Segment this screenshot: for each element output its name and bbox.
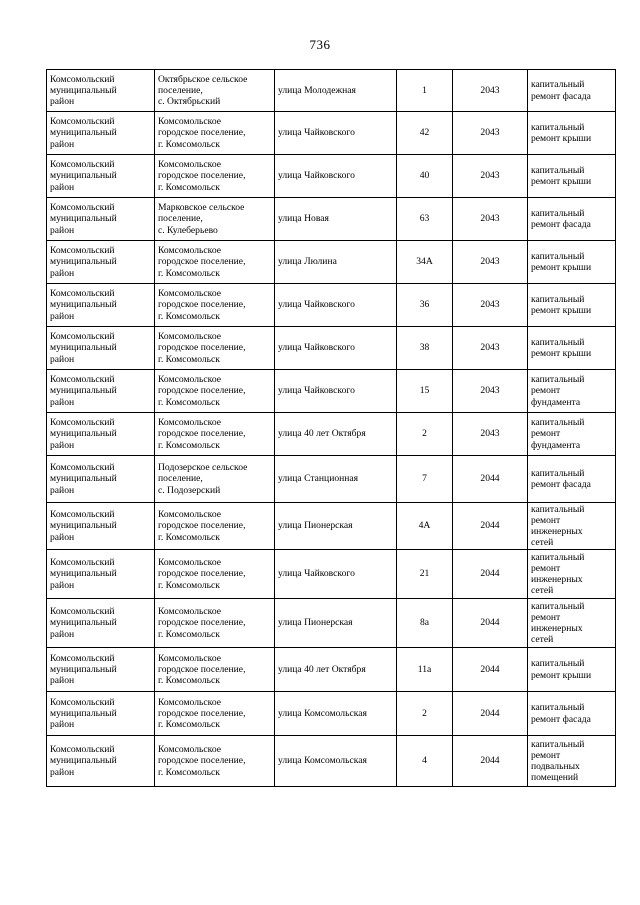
district-cell <box>47 198 155 241</box>
settlement-cell <box>155 241 275 284</box>
settlement-cell-text: Комсомольское городское поселение, г. Комсомольск <box>158 606 246 640</box>
year-cell-text: 2043 <box>480 213 500 225</box>
street-cell <box>275 599 397 648</box>
district-cell <box>47 70 155 112</box>
settlement-cell-text: Комсомольское городское поселение, г. Комсомольск <box>158 245 246 279</box>
settlement-cell <box>155 550 275 599</box>
work-type-cell <box>528 241 616 284</box>
house-number-cell-text: 40 <box>419 170 430 182</box>
work-type-cell <box>528 413 616 456</box>
settlement-cell <box>155 370 275 413</box>
district-cell <box>47 550 155 599</box>
work-type-cell-text: капитальный ремонт крыши <box>531 658 592 681</box>
settlement-cell <box>155 284 275 327</box>
house-number-cell <box>397 70 453 112</box>
street-cell-text: улица Чайковского <box>278 385 355 397</box>
district-cell-text: Комсомольский муниципальный район <box>50 606 117 640</box>
house-number-cell <box>397 599 453 648</box>
table-row <box>47 413 616 456</box>
table-row <box>47 327 616 370</box>
year-cell-text: 2044 <box>480 663 500 675</box>
settlement-cell <box>155 648 275 692</box>
street-cell-text: улица Чайковского <box>278 568 355 580</box>
work-type-cell <box>528 70 616 112</box>
house-number-cell <box>397 736 453 787</box>
street-cell <box>275 70 397 112</box>
settlement-cell-text: Комсомольское городское поселение, г. Комсомольск <box>158 374 246 408</box>
year-cell-text: 2044 <box>480 568 500 580</box>
work-type-cell <box>528 198 616 241</box>
district-cell-text: Комсомольский муниципальный район <box>50 557 117 591</box>
table-row <box>47 112 616 155</box>
year-cell-text: 2043 <box>480 84 500 96</box>
street-cell <box>275 503 397 550</box>
year-cell <box>453 284 528 327</box>
district-cell <box>47 736 155 787</box>
house-number-cell <box>397 241 453 284</box>
street-cell-text: улица Чайковского <box>278 127 355 139</box>
year-cell <box>453 503 528 550</box>
street-cell <box>275 736 397 787</box>
street-cell <box>275 550 397 599</box>
house-number-cell-text: 4 <box>422 755 427 767</box>
house-number-cell <box>397 327 453 370</box>
house-number-cell <box>397 155 453 198</box>
street-cell <box>275 413 397 456</box>
table-row <box>47 692 616 736</box>
district-cell-text: Комсомольский муниципальный район <box>50 202 117 236</box>
table-row <box>47 198 616 241</box>
year-cell <box>453 241 528 284</box>
work-type-cell <box>528 284 616 327</box>
page-number: 736 <box>309 37 331 52</box>
district-cell <box>47 155 155 198</box>
district-cell-text: Комсомольский муниципальный район <box>50 374 117 408</box>
work-type-cell-text: капитальный ремонт фасада <box>531 467 591 490</box>
house-number-cell-text: 4А <box>418 520 431 532</box>
table-row <box>47 456 616 503</box>
settlement-cell-text: Комсомольское городское поселение, г. Комсомольск <box>158 744 246 778</box>
work-type-cell <box>528 736 616 787</box>
street-cell-text: улица 40 лет Октября <box>278 428 366 440</box>
year-cell <box>453 736 528 787</box>
year-cell-text: 2044 <box>480 707 500 719</box>
settlement-cell-text: Подозерское сельское поселение, с. Подозерский <box>158 462 248 496</box>
work-type-cell <box>528 599 616 648</box>
street-cell-text: улица Станционная <box>278 473 359 485</box>
work-type-cell <box>528 155 616 198</box>
work-type-cell-text: капитальный ремонт крыши <box>531 164 592 187</box>
house-number-cell-text: 2 <box>422 707 427 719</box>
house-number-cell <box>397 198 453 241</box>
street-cell <box>275 692 397 736</box>
street-cell <box>275 112 397 155</box>
street-cell <box>275 648 397 692</box>
work-type-cell-text: капитальный ремонт фундамента <box>531 374 585 408</box>
street-cell-text: улица Пионерская <box>278 617 353 629</box>
year-cell-text: 2043 <box>480 127 500 139</box>
district-cell-text: Комсомольский муниципальный район <box>50 462 117 496</box>
year-cell-text: 2044 <box>480 473 500 485</box>
work-type-cell <box>528 327 616 370</box>
street-cell-text: улица Пионерская <box>278 520 353 532</box>
settlement-cell-text: Комсомольское городское поселение, г. Комсомольск <box>158 417 246 451</box>
table-row <box>47 284 616 327</box>
house-number-cell-text: 36 <box>419 299 430 311</box>
street-cell-text: улица Молодежная <box>278 84 356 96</box>
district-cell-text: Комсомольский муниципальный район <box>50 245 117 279</box>
district-cell <box>47 327 155 370</box>
year-cell <box>453 370 528 413</box>
year-cell-text: 2044 <box>480 755 500 767</box>
house-number-cell <box>397 503 453 550</box>
street-cell-text: улица Чайковского <box>278 170 355 182</box>
work-type-cell-text: капитальный ремонт подвальных помещений <box>531 738 585 784</box>
district-cell <box>47 370 155 413</box>
table-row <box>47 599 616 648</box>
settlement-cell-text: Комсомольское городское поселение, г. Комсомольск <box>158 509 246 543</box>
district-cell <box>47 648 155 692</box>
house-number-cell <box>397 284 453 327</box>
house-number-cell <box>397 456 453 503</box>
street-cell <box>275 456 397 503</box>
settlement-cell-text: Комсомольское городское поселение, г. Комсомольск <box>158 116 246 150</box>
house-number-cell-text: 34А <box>416 256 433 268</box>
district-cell-text: Комсомольский муниципальный район <box>50 159 117 193</box>
settlement-cell <box>155 599 275 648</box>
year-cell <box>453 599 528 648</box>
repair-schedule-table <box>46 69 616 787</box>
district-cell <box>47 456 155 503</box>
year-cell-text: 2043 <box>480 385 500 397</box>
work-type-cell-text: капитальный ремонт крыши <box>531 121 592 144</box>
house-number-cell-text: 11а <box>417 663 432 675</box>
district-cell <box>47 503 155 550</box>
table-row <box>47 736 616 787</box>
settlement-cell-text: Комсомольское городское поселение, г. Комсомольск <box>158 159 246 193</box>
house-number-cell <box>397 413 453 456</box>
work-type-cell-text: капитальный ремонт инженерных сетей <box>531 503 585 549</box>
settlement-cell <box>155 413 275 456</box>
table-row <box>47 550 616 599</box>
year-cell <box>453 648 528 692</box>
settlement-cell-text: Марковское сельское поселение, с. Кулеберьево <box>158 202 245 236</box>
work-type-cell <box>528 692 616 736</box>
settlement-cell <box>155 736 275 787</box>
district-cell <box>47 112 155 155</box>
street-cell-text: улица Чайковского <box>278 299 355 311</box>
settlement-cell-text: Комсомольское городское поселение, г. Комсомольск <box>158 652 246 687</box>
work-type-cell-text: капитальный ремонт крыши <box>531 293 592 316</box>
work-type-cell-text: капитальный ремонт крыши <box>531 336 592 359</box>
year-cell-text: 2043 <box>480 299 500 311</box>
house-number-cell-text: 38 <box>419 342 430 354</box>
year-cell-text: 2043 <box>480 170 500 182</box>
year-cell <box>453 692 528 736</box>
street-cell <box>275 284 397 327</box>
street-cell-text: улица 40 лет Октября <box>278 663 366 675</box>
house-number-cell <box>397 692 453 736</box>
table-body <box>47 70 616 787</box>
street-cell <box>275 327 397 370</box>
work-type-cell-text: капитальный ремонт фасада <box>531 207 591 230</box>
district-cell-text: Комсомольский муниципальный район <box>50 331 117 365</box>
work-type-cell-text: капитальный ремонт инженерных сетей <box>531 600 585 646</box>
street-cell <box>275 370 397 413</box>
settlement-cell-text: Комсомольское городское поселение, г. Комсомольск <box>158 696 246 731</box>
street-cell-text: улица Комсомольская <box>278 707 367 719</box>
district-cell <box>47 692 155 736</box>
house-number-cell-text: 1 <box>422 84 427 96</box>
house-number-cell-text: 63 <box>419 213 430 225</box>
street-cell <box>275 155 397 198</box>
year-cell-text: 2044 <box>480 520 500 532</box>
district-cell-text: Комсомольский муниципальный район <box>50 73 117 108</box>
year-cell-text: 2043 <box>480 342 500 354</box>
settlement-cell <box>155 112 275 155</box>
district-cell-text: Комсомольский муниципальный район <box>50 417 117 451</box>
street-cell <box>275 241 397 284</box>
settlement-cell-text: Комсомольское городское поселение, г. Комсомольск <box>158 288 246 322</box>
settlement-cell <box>155 327 275 370</box>
settlement-cell <box>155 155 275 198</box>
settlement-cell <box>155 503 275 550</box>
year-cell <box>453 456 528 503</box>
work-type-cell <box>528 503 616 550</box>
house-number-cell-text: 21 <box>419 568 430 580</box>
year-cell <box>453 550 528 599</box>
year-cell <box>453 155 528 198</box>
street-cell-text: улица Люлина <box>278 256 337 268</box>
district-cell-text: Комсомольский муниципальный район <box>50 744 117 778</box>
settlement-cell <box>155 692 275 736</box>
house-number-cell <box>397 648 453 692</box>
table-row <box>47 370 616 413</box>
district-cell-text: Комсомольский муниципальный район <box>50 116 117 150</box>
work-type-cell-text: капитальный ремонт фасада <box>531 702 591 725</box>
table-row <box>47 70 616 112</box>
house-number-cell <box>397 370 453 413</box>
settlement-cell <box>155 456 275 503</box>
house-number-cell-text: 42 <box>419 127 430 139</box>
district-cell-text: Комсомольский муниципальный район <box>50 696 117 731</box>
street-cell-text: улица Комсомольская <box>278 755 367 767</box>
year-cell <box>453 198 528 241</box>
table-row <box>47 503 616 550</box>
street-cell <box>275 198 397 241</box>
settlement-cell-text: Комсомольское городское поселение, г. Комсомольск <box>158 557 246 591</box>
house-number-cell-text: 8а <box>419 617 430 629</box>
year-cell <box>453 413 528 456</box>
work-type-cell-text: капитальный ремонт фасада <box>531 79 591 102</box>
year-cell <box>453 70 528 112</box>
work-type-cell-text: капитальный ремонт крыши <box>531 250 592 273</box>
year-cell <box>453 327 528 370</box>
work-type-cell <box>528 112 616 155</box>
district-cell-text: Комсомольский муниципальный район <box>50 288 117 322</box>
work-type-cell <box>528 648 616 692</box>
district-cell <box>47 599 155 648</box>
street-cell-text: улица Новая <box>278 213 329 225</box>
house-number-cell-text: 15 <box>419 385 430 397</box>
table-row <box>47 241 616 284</box>
work-type-cell <box>528 550 616 599</box>
district-cell-text: Комсомольский муниципальный район <box>50 509 117 543</box>
district-cell <box>47 284 155 327</box>
year-cell-text: 2043 <box>480 428 500 440</box>
year-cell-text: 2044 <box>480 617 500 629</box>
settlement-cell <box>155 198 275 241</box>
work-type-cell-text: капитальный ремонт фундамента <box>531 417 585 451</box>
settlement-cell-text: Октябрьское сельское поселение, с. Октябрьский <box>158 73 248 108</box>
district-cell <box>47 241 155 284</box>
table-row <box>47 648 616 692</box>
district-cell <box>47 413 155 456</box>
house-number-cell <box>397 112 453 155</box>
street-cell-text: улица Чайковского <box>278 342 355 354</box>
table-row <box>47 155 616 198</box>
settlement-cell-text: Комсомольское городское поселение, г. Комсомольск <box>158 331 246 365</box>
work-type-cell <box>528 456 616 503</box>
year-cell <box>453 112 528 155</box>
district-cell-text: Комсомольский муниципальный район <box>50 652 117 687</box>
house-number-cell <box>397 550 453 599</box>
year-cell-text: 2043 <box>480 256 500 268</box>
work-type-cell-text: капитальный ремонт инженерных сетей <box>531 551 585 597</box>
settlement-cell <box>155 70 275 112</box>
house-number-cell-text: 7 <box>422 473 427 485</box>
work-type-cell <box>528 370 616 413</box>
house-number-cell-text: 2 <box>422 428 427 440</box>
